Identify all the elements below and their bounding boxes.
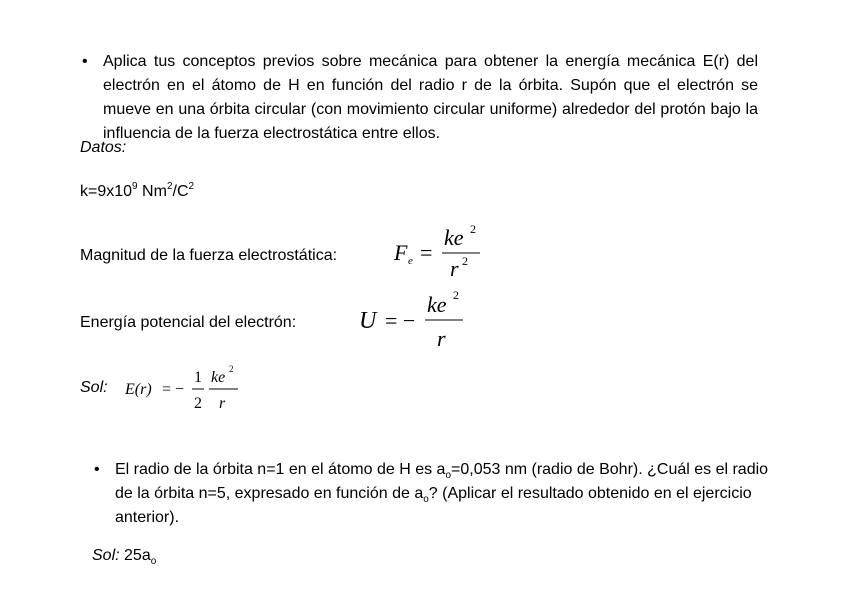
exercise-2 <box>94 458 784 530</box>
force-formula <box>390 218 490 282</box>
sol-1-label: Sol: <box>80 379 108 396</box>
potential-num: ke <box>427 292 447 317</box>
sol-2-label: Sol: <box>92 547 120 564</box>
potential-eq: = − <box>385 308 416 333</box>
sol-1-formula <box>122 362 252 414</box>
exercise-1 <box>82 50 758 146</box>
force-den-exp: 2 <box>462 254 468 268</box>
bullet-icon: • <box>94 461 100 478</box>
sol-1-eq: = − <box>162 381 185 398</box>
force-lhs-sub: e <box>408 255 413 267</box>
exercise-2-text: El radio de la órbita n=1 en el átomo de H es $a_o=0,053$ nm (radio de Bohr). ¿Cuál es el radio de la órbita n=5, expresado en función de $a_o$? (Aplicar el resultado obtenido en el ejercicio anterior). <box>115 461 769 526</box>
constant-k: $k=9x10^9$ $Nm^2/C^2$ <box>80 180 195 200</box>
potential-formula <box>355 284 475 352</box>
force-num-exp: 2 <box>470 222 476 236</box>
force-num: ke <box>444 225 464 250</box>
bullet-icon: • <box>82 53 88 70</box>
force-lhs: F <box>394 240 408 265</box>
sol-1-coef-num: 1 <box>194 369 202 386</box>
sol-1-lhs: E(r) <box>125 381 152 398</box>
exercise-1-text: Aplica tus conceptos previos sobre mecánica para obtener la energía mecánica E(r) del electrón en el átomo de H en función del radio r de la órbita. Supón que el electrón se mueve en una órbita circular (con movimiento circular uniforme) alrededor del protón bajo la influencia de la fuerza electrostática entre ellos. <box>103 53 758 142</box>
sol-1-coef-den: 2 <box>194 395 202 412</box>
sol-2-value: 25a <box>119 547 151 564</box>
potential-den: r <box>437 326 446 351</box>
potential-lhs: U <box>359 308 377 334</box>
force-label: Magnitud de la fuerza electrostática: <box>80 247 338 264</box>
force-den: r <box>450 256 459 281</box>
potential-num-exp: 2 <box>453 288 459 302</box>
sol-2: Sol: $25a_o$ <box>92 547 157 568</box>
sol-1-den: r <box>219 395 226 412</box>
sol-1-num-exp: 2 <box>229 364 234 374</box>
force-eq: = <box>420 240 433 265</box>
sol-1-num: ke <box>211 369 226 386</box>
datos-label: Datos: <box>80 139 127 156</box>
potential-label: Energía potencial del electrón: <box>80 314 297 331</box>
